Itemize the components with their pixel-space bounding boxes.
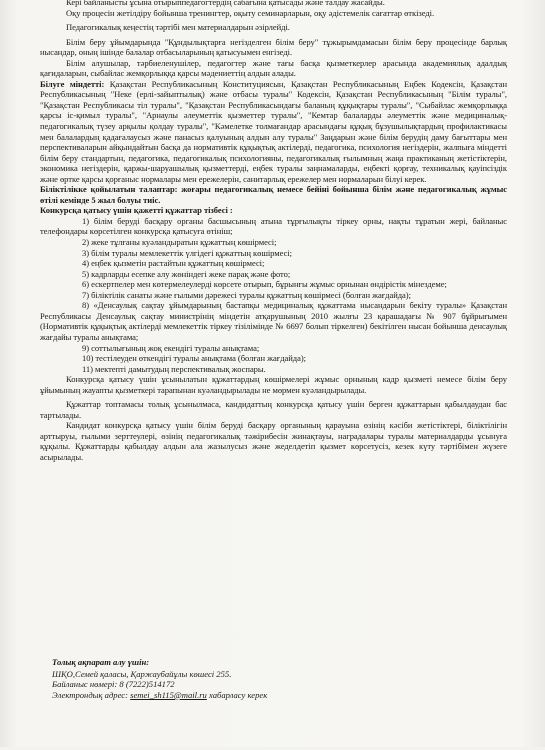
paragraph-candidate-rights: Кандидат конкурсқа қатысу үшін білім беруді басқару органының қарауына өзінің кәсіби жетістіктері, біліктілігін арттыруы, ғылыми зерттеулері, өзінің педагогикалық тәжірибесін жинақтауы, наградалары туралы материалдарды ұсынуға құқылы. Құжаттарды қабылдау алдын ала жазылусыз және жеделдетіп қызмет көрсетусіз, кезек күту тәртібімен жүзеге асырылады. [40,420,507,462]
list-item: 9) соттылығының жоқ екендігі туралы анықтама; [82,342,260,353]
contacts-block [52,657,267,700]
list-item: 6) ескертпелер мен көтермелеулерді көрсете отырып, бұрынғы жұмыс орнынан өндірістік мінездеме; [82,279,447,290]
paragraph-certified-copies: Конкурсқа қатысу үшін ұсынылатын құжаттардың көшірмелері жұмыс орнының кадр қызметі немесе білім беру ұйымының жауапты қызметкері тарапынан куәландырылады не мөрмен куәландырылады. [40,374,507,395]
qualification-text: жоғары педагогикалық немесе бейіні бойынша білім және педагогикалық жұмыс өтілі кемінде 5 жыл болуы тиіс. [40,184,507,205]
list-item: 5) кадрларды есепке алу жөніндегі жеке парақ және фото; [82,268,291,279]
paragraph-feedback: Кері байланысты ұсына отырыппедагогтердің сабағына қатысады және талдау жасайды. [66,0,385,7]
list-item: 11) мектепті дамытудың перспективалық жоспары. [82,363,266,374]
must-know-label: Білуге міндетті: [40,78,105,89]
email-link[interactable]: semei_sh115@mail.ru [130,689,207,700]
list-item: 7) біліктілік санаты және ғылыми дәрежесі туралы құжаттың көшірмесі (болған жағдайда); [82,289,411,300]
paragraph-must-know [40,79,507,184]
list-item: 4) еңбек қызметін растайтын құжаттың көшірмесі; [82,258,265,269]
email-prefix: Электрондық адрес: [52,689,131,700]
documents-list-heading: Конкурсқа қатысу үшін қажетті құжаттар тізбесі : [40,205,233,216]
list-item: 3) білім туралы мемлекеттік үлгідегі құжаттың көшірмесі; [82,247,292,258]
email-suffix: хабарласу керек [206,689,268,700]
paragraph-trainings: Оқу процесін жетілдіру бойынша тренингтер, оқыту семинарларын, оқу әдістемелік сағаттар өткізеді. [66,7,435,18]
contacts-phone: Байланыс нөмері: 8 (7222)514172 [52,679,175,690]
qualification-label: Біліктілікке қойылатын талаптар: [40,184,178,195]
contacts-email-line [52,690,267,701]
contacts-address: ШҚО,Семей қаласы, Қаржаубайұлы көшесі 255. [52,668,232,679]
contacts-title: Толық ақпарат алу үшін: [52,657,150,667]
list-item: 8) «Денсаулық сақтау ұйымдарының бастапқы медициналық құжаттама нысандарын бекіту туралы» Қазақстан Республикасы Денсаулық сақтау министрінің міндетін атқарушының 2010 жылғы 23 қарашадағы № 907 бұйрығымен (Нормативтік құқықтық актілерді мемлекеттік тіркеу тізілімінде № 6697 болып тіркелген) бекітілген нысан бойынша денсаулық жағдайы туралы анықтама; [40,300,507,342]
paragraph-qualification [40,184,507,205]
must-know-text: Қазақстан Республикасының Конституциясын, Қазақстан Республикасының Еңбек Кодексін, Қазақстан Республикасының "Неке (ерлі-зайыптылық) және отбасы туралы" Кодексін, Қазақстан Республикасының "Білім туралы", "Қазақстан Республикасы тіл туралы", "Қазақстан Республикасындағы баланың құқықтары туралы", "Сыбайлас жемқорлыққа қарсы іс-қимыл туралы", "Арнаулы әлеуметтік қызметтер туралы", "Кемтар балаларды әлеуметтік және медициналық-педагогикалық түзеу арқылы қолдау туралы", "Кәмелетке толмағандар арасындағы құқық бұзушылықтардың профилактикасы мен балалардың қадағалаусыз және панасыз қалуының алдын алу туралы" Заңдарын және білім берудің даму бағыттары мен перспективаларын айқындайтын басқа да нормативтік құқықтық актілерді, педагогика, психология негіздерін, жалпыға міндетті білім беру стандартын, педагогика, педагогикалық психологияны, педагогикалық ғылымның жаңа практиканың жетістіктерін, экономика негіздерін, қаржы-шаруашылық қызметтерді, еңбек туралы заңнамаларды, еңбекті қорғау, техникалық қауіпсіздік және өртке қарсы қорғаныс нормалары мен ережелерін, санитарлық ережелер мен нормаларын білуі керек. [40,78,507,184]
list-item: 10) тестілеуден өткендігі туралы анықтама (болған жағдайда); [82,353,306,364]
paragraph-council: Педагогикалық кеңестің тәртібі мен материалдарын әзірлейді. [66,22,290,33]
list-item: 2) жеке тұлғаны куәландыратын құжаттың көшірмесі; [82,237,277,248]
list-item: 1) білім беруді басқару органы басшысының атына тұрғылықты тіркеу орны, нақты тұратын жері, байланыс телефондары көрсетілген конкурсқа қатысуға өтініш; [40,215,507,237]
document-body [40,0,507,463]
paragraph-academic-integrity: Білім алушылар, тәрбиеленушілер, педагогтер және тағы басқа қызметкерлер арасында академиялық адалдық қағидаларын, сыбайлас жемқорлыққа қарсы мәдениеттің алдын алады. [40,57,507,79]
paragraph-incomplete-refusal: Құжаттар топтамасы толық ұсынылмаса, кандидаттың конкурсқа қатысу үшін берген құжаттарын қабылдаудан бас тартылады. [40,399,507,420]
paragraph-values-education: Білім беру ұйымдарында "Құндылықтарға негізделген білім беру" тұжырымдамасын білім беру процесінде барлық нысандар, оның ішінде балалар отбасыларының қатысуымен енгізеді. [40,36,507,58]
